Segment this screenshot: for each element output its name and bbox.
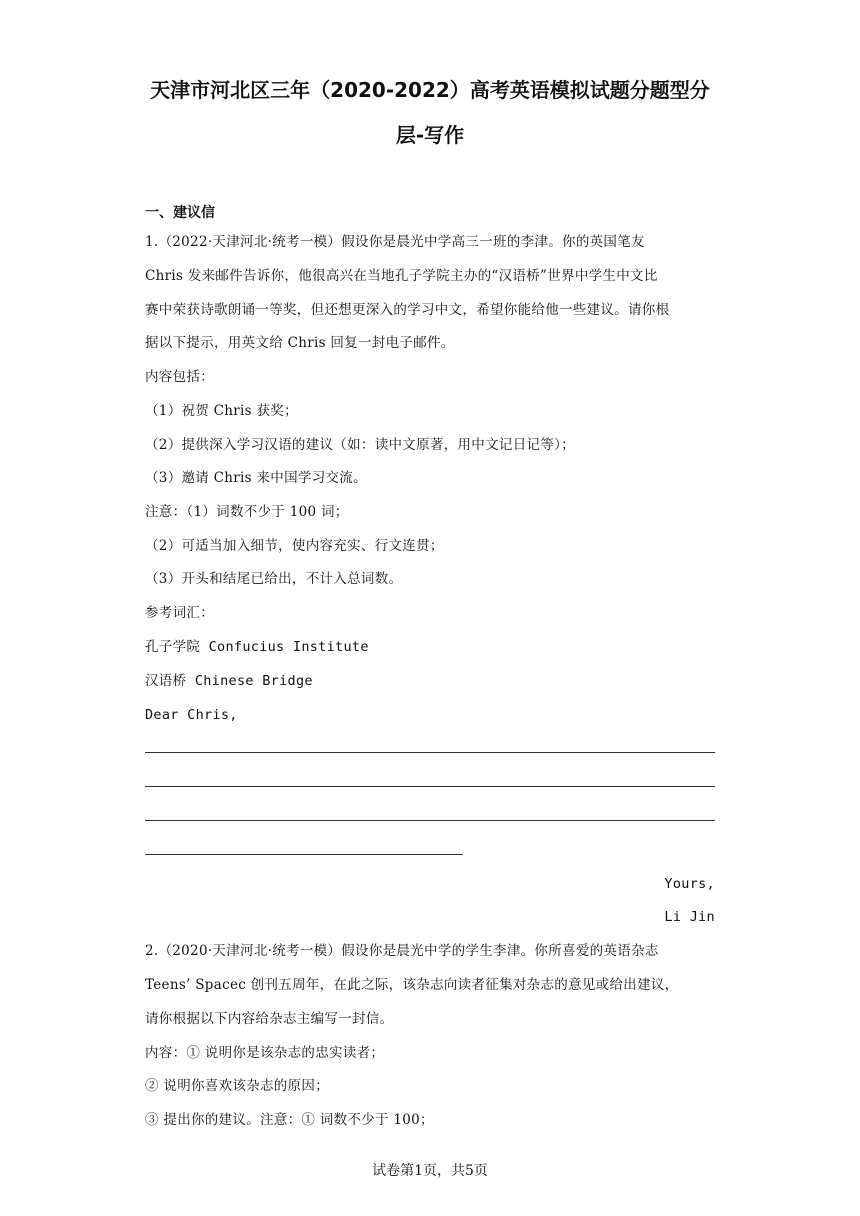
q1-salutation: Dear Chris, bbox=[145, 707, 238, 723]
answer-blank-line bbox=[145, 786, 715, 787]
q1-note-item: （3）开头和结尾已给出，不计入总词数。 bbox=[145, 571, 403, 587]
document-title-line-1: 天津市河北区三年（2020-2022）高考英语模拟试题分题型分 bbox=[150, 78, 710, 102]
q1-closing: Yours, bbox=[664, 876, 715, 892]
q2-text-line: 请你根据以下内容给杂志主编写一封信。 bbox=[145, 1011, 394, 1027]
q1-vocab-item: 汉语桥 Chinese Bridge bbox=[145, 673, 313, 689]
document-title-line-2: 层-写作 bbox=[395, 123, 465, 147]
q2-content-item: 内容：① 说明你是该杂志的忠实读者； bbox=[145, 1045, 385, 1061]
q1-note-item: 注意：（1）词数不少于 100 词； bbox=[145, 504, 349, 520]
page-footer: 试卷第1页，共5页 bbox=[372, 1163, 488, 1179]
q1-text-line: 赛中荣获诗歌朗诵一等奖，但还想更深入的学习中文，希望你能给他一些建议。请你根 bbox=[145, 302, 670, 318]
q2-text-line: 2.（2020·天津河北·统考一模）假设你是晨光中学的学生李津。你所喜爱的英语杂志 bbox=[145, 943, 659, 959]
q1-text-line: Chris 发来邮件告诉你，他很高兴在当地孔子学院主办的“汉语桥”世界中学生中文比 bbox=[145, 268, 658, 284]
q1-content-label: 内容包括： bbox=[145, 369, 214, 385]
q2-content-item: ② 说明你喜欢该杂志的原因； bbox=[145, 1078, 329, 1094]
answer-blank-line bbox=[145, 820, 715, 821]
q1-signature: Li Jin bbox=[664, 909, 715, 925]
answer-blank-line bbox=[145, 752, 715, 753]
q2-content-item: ③ 提出你的建议。注意：① 词数不少于 100； bbox=[145, 1112, 434, 1128]
q1-vocab-item: 孔子学院 Confucius Institute bbox=[145, 639, 369, 655]
q1-content-item: （2）提供深入学习汉语的建议（如：读中文原著，用中文记日记等）； bbox=[145, 437, 575, 453]
q1-note-item: （2）可适当加入细节，使内容充实、行文连贯； bbox=[145, 538, 444, 554]
q1-content-item: （3）邀请 Chris 来中国学习交流。 bbox=[145, 470, 367, 486]
q1-text-line: 据以下提示，用英文给 Chris 回复一封电子邮件。 bbox=[145, 335, 455, 351]
q2-text-line: Teens’ Spacec 创刊五周年，在此之际，该杂志向读者征集对杂志的意见或给出建议， bbox=[145, 977, 679, 993]
section-heading: 一、建议信 bbox=[145, 205, 215, 221]
q1-text-line: 1.（2022·天津河北·统考一模）假设你是晨光中学高三一班的李津。你的英国笔友 bbox=[145, 234, 645, 250]
q1-content-item: （1）祝贺 Chris 获奖； bbox=[145, 403, 298, 419]
answer-blank-line bbox=[145, 854, 463, 855]
q1-vocab-label: 参考词汇： bbox=[145, 605, 214, 621]
